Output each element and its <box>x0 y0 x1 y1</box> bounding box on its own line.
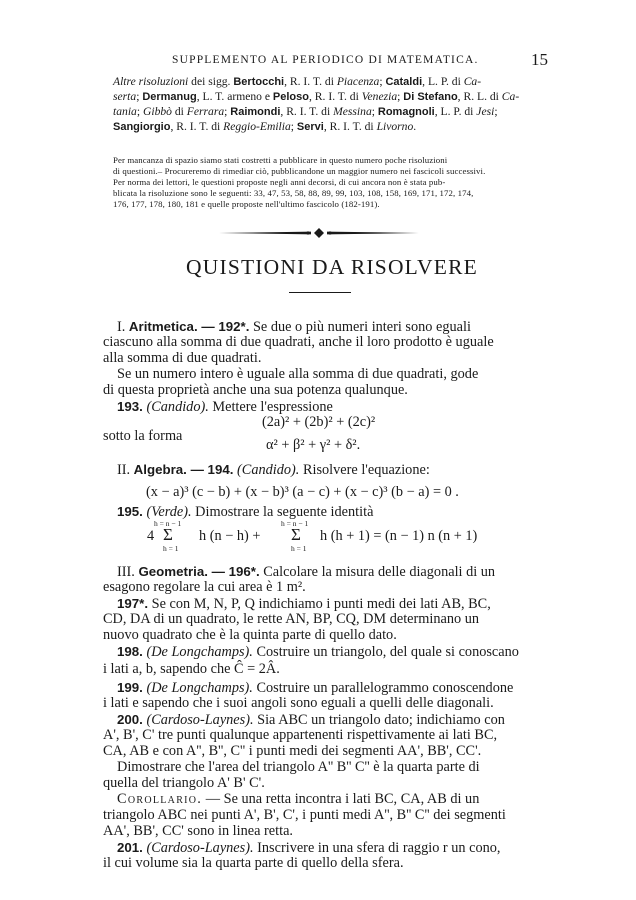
formula-equation: (x − a)³ (c − b) + (x − b)³ (a − c) + (x − c)³ (b − a) = 0 . <box>146 484 459 500</box>
formula-expression: (2a)² + (2b)² + (2c)² <box>262 414 376 430</box>
corollary-line-3: AA', BB', CC' sono in linea retta. <box>103 823 293 839</box>
problem-192-line-1: I. Aritmetica. — 192*. Se due o più numeri interi sono eguali <box>117 319 471 335</box>
sum-1-upper-limit: h = n − 1 <box>154 519 182 528</box>
sum-1-lower-limit: h = 1 <box>163 544 179 553</box>
title-underline <box>289 292 351 293</box>
problem-192-line-4: Se un numero intero è uguale alla somma di due quadrati, gode <box>117 366 479 382</box>
formula-identity-coefficient: 4 <box>147 528 155 544</box>
problem-199-line-2: i lati e sapendo che i suoi angoli sono eguali a quelli delle diagonali. <box>103 695 494 711</box>
notice-line-5: 176, 177, 178, 180, 181 e quelle proposte nell'ultimo fascicolo (182-191). <box>113 199 380 209</box>
solvers-line-4: Sangiorgio, R. I. T. di Reggio-Emilia; Servi, R. I. T. di Livorno. <box>113 120 417 133</box>
problem-201-line-2: il cui volume sia la quarta parte di quello della sfera. <box>103 855 404 871</box>
running-head: SUPPLEMENTO AL PERIODICO DI MATEMATICA. <box>172 54 479 66</box>
problem-200-line-5: quella del triangolo A' B' C'. <box>103 775 265 791</box>
ornament-rule <box>219 226 419 240</box>
problem-192-line-5: di questa proprietà anche una sua potenza qualunque. <box>103 382 408 398</box>
problem-195-line-1: 195. (Verde). Dimostrare la seguente identità <box>117 504 374 520</box>
solvers-line-2: serta; Dermanug, L. T. armeno e Peloso, R. I. T. di Venezia; Di Stefano, R. L. di Ca- <box>113 90 520 103</box>
corollary-line-2: triangolo ABC nei punti A', B', C', i punti medi A'', B'' C'' dei segmenti <box>103 807 506 823</box>
sum-2-symbol: Σ <box>291 525 301 544</box>
problem-193-line-1: 193. (Candido). Mettere l'espressione <box>117 399 333 415</box>
problem-197-line-1: 197*. Se con M, N, P, Q indichiamo i punti medi dei lati AB, BC, <box>117 596 491 612</box>
corollary-line-1: Corollario. — Se una retta incontra i lati BC, CA, AB di un <box>117 791 480 807</box>
problem-194-line-1: II. Algebra. — 194. (Candido). Risolvere l'equazione: <box>117 462 430 478</box>
problem-199-line-1: 199. (De Longchamps). Costruire un parallelogrammo conoscendone <box>117 680 514 696</box>
formula-target-form: α² + β² + γ² + δ². <box>266 437 361 453</box>
problem-197-line-2: CD, DA di un quadrato, le rette AN, BP, CQ, DM determinano un <box>103 611 480 627</box>
problem-193-line-2: sotto la forma <box>103 428 183 444</box>
problem-197-line-3: nuovo quadrato che è la quinta parte di quello dato. <box>103 627 397 643</box>
solvers-line-3: tania; Gibbò di Ferrara; Raimondi, R. I. T. di Messina; Romagnoli, L. P. di Jesi; <box>113 105 498 118</box>
solvers-line-1: Altre risoluzioni dei sigg. Bertocchi, R. I. T. di Piacenza; Cataldi, L. P. di Ca- <box>113 75 482 88</box>
formula-identity-term-2: h (h + 1) = (n − 1) n (n + 1) <box>320 528 478 544</box>
notice-line-2: di questioni.– Procureremo di rimediar ciò, pubblicandone un maggior numero nei fascicoli successivi. <box>113 166 486 176</box>
problem-200-line-1: 200. (Cardoso-Laynes). Sia ABC un triangolo dato; indichiamo con <box>117 712 505 728</box>
notice-line-1: Per mancanza di spazio siamo stati costretti a pubblicare in questo numero poche risoluzioni <box>113 155 448 165</box>
problem-200-line-3: CA, AB e con A'', B'', C'' i punti medi dei segmenti AA', BB', CC'. <box>103 743 482 759</box>
sum-2-lower-limit: h = 1 <box>291 544 307 553</box>
problem-196-line-1: III. Geometria. — 196*. Calcolare la misura delle diagonali di un <box>117 564 496 580</box>
problem-200-line-2: A', B', C' tre punti qualunque appartenenti rispettivamente ai lati BC, <box>103 727 498 743</box>
notice-line-4: blicata la risoluzione sono le seguenti: 33, 47, 53, 58, 88, 89, 99, 103, 108, 158, 169, 171, 172, 174, <box>113 188 474 198</box>
sum-1-symbol: Σ <box>163 525 173 544</box>
problem-200-line-4: Dimostrare che l'area del triangolo A'' B'' C'' è la quarta parte di <box>117 759 480 775</box>
problem-201-line-1: 201. (Cardoso-Laynes). Inscrivere in una sfera di raggio r un cono, <box>117 840 501 856</box>
problem-196-line-2: esagono regolare la cui area è 1 m². <box>103 579 306 595</box>
problem-192-line-3: alla somma di due quadrati. <box>103 350 262 366</box>
page-number: 15 <box>531 50 548 69</box>
section-title: QUISTIONI DA RISOLVERE <box>186 255 478 279</box>
notice-line-3: Per norma dei lettori, le questioni proposte negli anni decorsi, di cui ancora non è stata pub- <box>113 177 446 187</box>
sum-2-upper-limit: h = n − 1 <box>281 519 309 528</box>
problem-192-line-2: ciascuno alla somma di due quadrati, anche il loro prodotto è uguale <box>103 334 494 350</box>
problem-198-line-1: 198. (De Longchamps). Costruire un triangolo, del quale si conoscano <box>117 644 519 660</box>
problem-198-line-2: i lati a, b, sapendo che Ĉ = 2Â. <box>103 661 280 677</box>
formula-identity-term-1: h (n − h) + <box>199 528 261 544</box>
